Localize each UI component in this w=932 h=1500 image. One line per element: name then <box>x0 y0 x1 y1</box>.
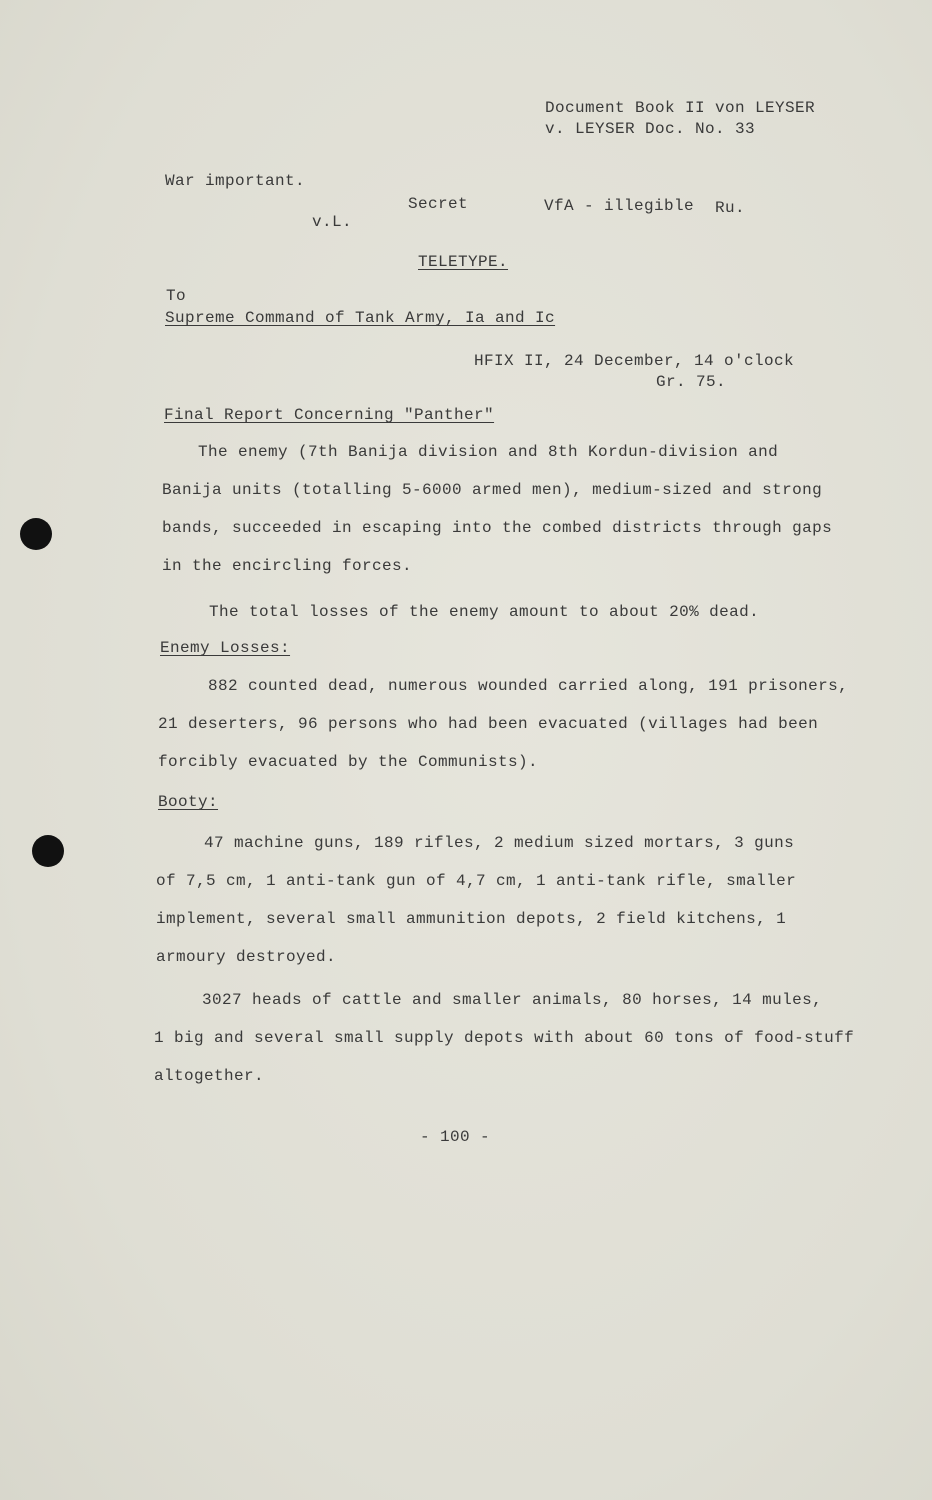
paragraph-enemy-escape <box>150 433 840 585</box>
recipient: Supreme Command of Tank Army, Ia and Ic <box>165 309 556 327</box>
text-line: bands, succeeded in escaping into the combed districts through gaps <box>162 519 833 537</box>
text-line: 47 machine guns, 189 rifles, 2 medium sized mortars, 3 guns <box>204 834 795 852</box>
subject-heading: Final Report Concerning "Panther" <box>164 406 495 424</box>
text-line: Banija units (totalling 5-6000 armed men), medium-sized and strong <box>162 481 823 499</box>
vl-initials: v.L. <box>312 213 353 231</box>
ru-initials: Ru. <box>715 199 746 217</box>
text-line: in the encircling forces. <box>162 557 413 575</box>
paragraph-enemy-losses <box>150 667 849 781</box>
booty-heading: Booty: <box>158 793 219 811</box>
group-number: Gr. 75. <box>656 373 727 391</box>
paragraph-total-losses: The total losses of the enemy amount to about 20% dead. <box>209 603 760 621</box>
document-title: TELETYPE. <box>418 253 509 271</box>
punch-hole-top <box>20 518 52 550</box>
secret-label: Secret <box>408 195 469 213</box>
text-line: armoury destroyed. <box>156 948 337 966</box>
text-line: The enemy (7th Banija division and 8th Kordun-division and <box>198 443 779 461</box>
text-line: altogether. <box>154 1067 265 1085</box>
dateline: HFIX II, 24 December, 14 o'clock <box>474 352 795 370</box>
text-line: forcibly evacuated by the Communists). <box>158 753 539 771</box>
text-line: 21 deserters, 96 persons who had been evacuated (villages had been <box>158 715 819 733</box>
text-line: implement, several small ammunition depots, 2 field kitchens, 1 <box>156 910 787 928</box>
punch-hole-bottom <box>32 835 64 867</box>
text-line: 3027 heads of cattle and smaller animals, 80 horses, 14 mules, <box>202 991 823 1009</box>
paragraph-booty-weapons <box>150 824 840 976</box>
page-number: - 100 - <box>420 1128 491 1146</box>
to-label: To <box>166 287 187 305</box>
paragraph-booty-animals <box>150 981 855 1095</box>
war-important: War important. <box>165 172 306 190</box>
doc-number-line: v. LEYSER Doc. No. 33 <box>545 120 756 138</box>
enemy-losses-heading: Enemy Losses: <box>160 639 291 657</box>
vfa-note: VfA - illegible <box>544 197 695 215</box>
doc-book-line: Document Book II von LEYSER <box>545 99 816 117</box>
text-line: 1 big and several small supply depots with about 60 tons of food-stuff <box>154 1029 855 1047</box>
text-line: 882 counted dead, numerous wounded carried along, 191 prisoners, <box>208 677 849 695</box>
text-line: of 7,5 cm, 1 anti-tank gun of 4,7 cm, 1 anti-tank rifle, smaller <box>156 872 797 890</box>
